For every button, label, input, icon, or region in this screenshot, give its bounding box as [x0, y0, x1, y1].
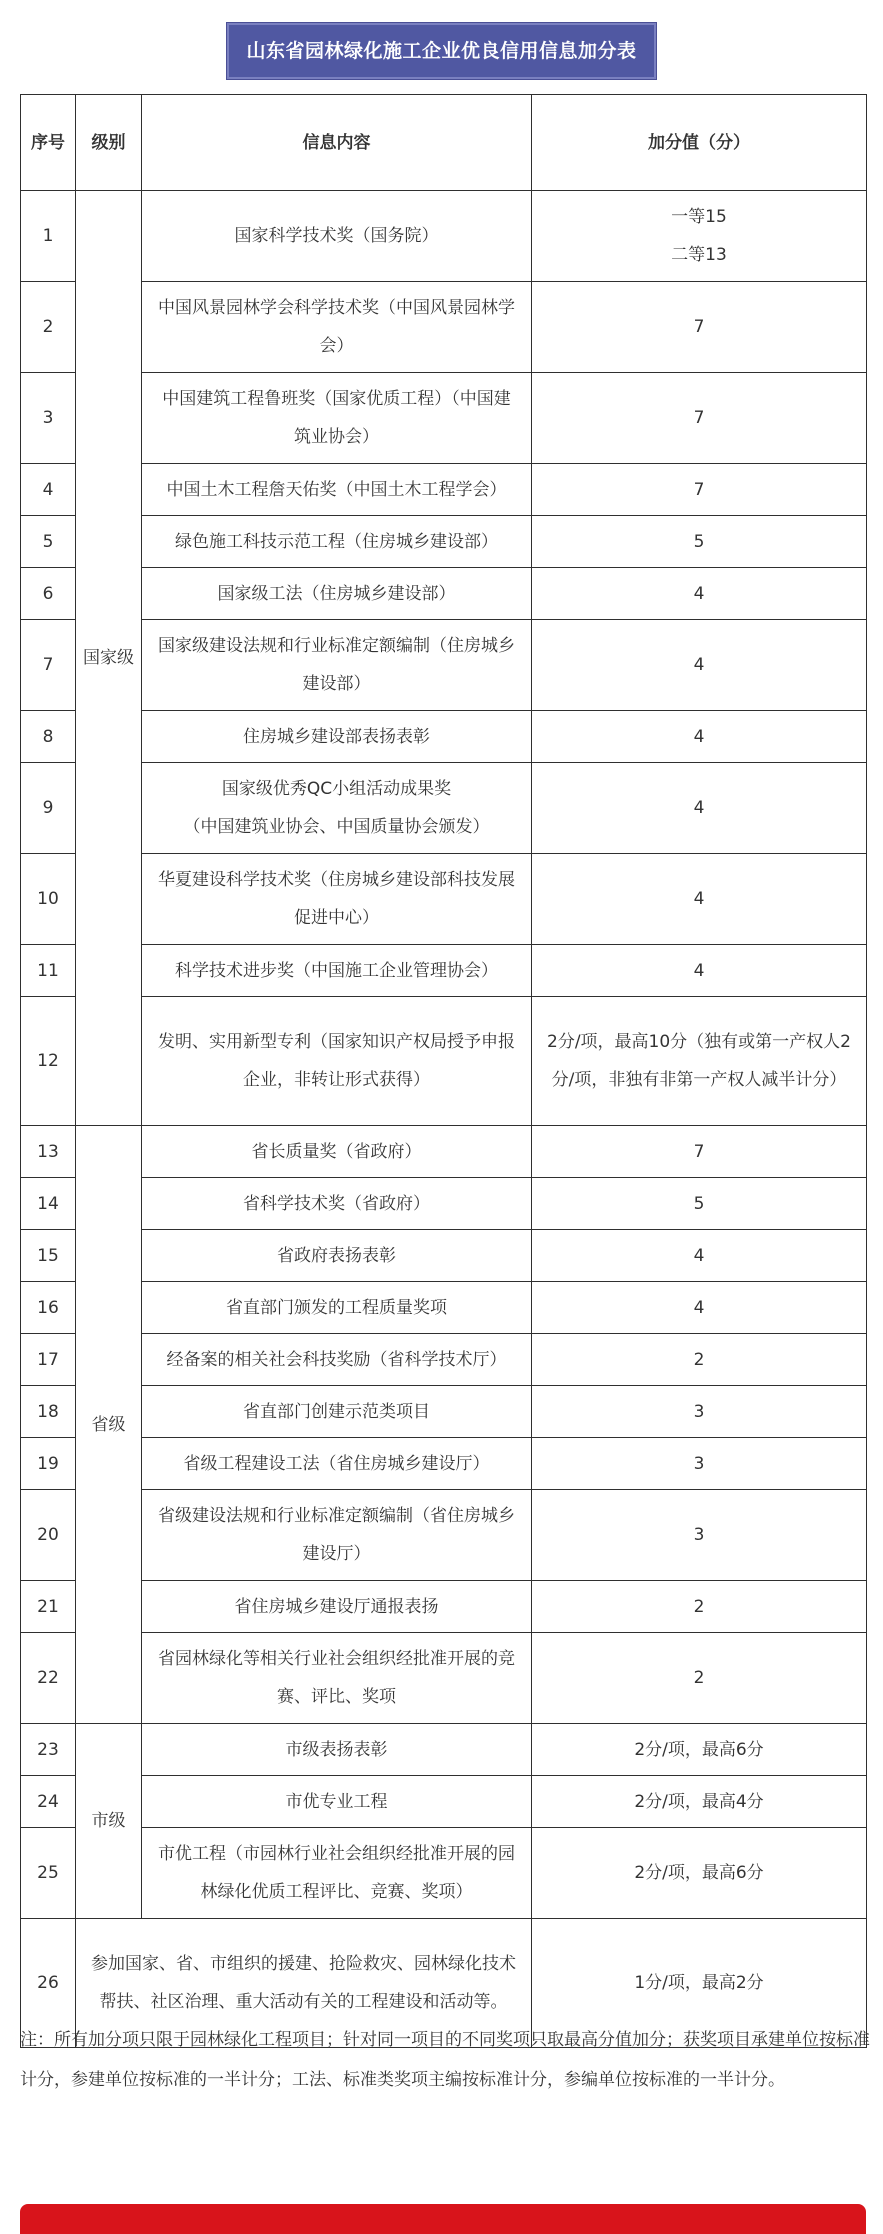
- score-cell: 2分/项，最高10分（独有或第一产权人2分/项，非独有非第一产权人减半计分）: [532, 997, 867, 1126]
- score-cell: 4: [532, 620, 867, 711]
- table-row: [21, 711, 867, 763]
- header-level: 级别: [76, 95, 142, 191]
- content-cell: 省政府表扬表彰: [142, 1230, 532, 1282]
- content-cell: 省级工程建设工法（省住房城乡建设厅）: [142, 1438, 532, 1490]
- score-cell: 4: [532, 1230, 867, 1282]
- score-cell: 4: [532, 763, 867, 854]
- title-wrap: [0, 22, 883, 80]
- score-cell: 4: [532, 1282, 867, 1334]
- content-cell: 省直部门创建示范类项目: [142, 1386, 532, 1438]
- row-number: 15: [21, 1230, 76, 1282]
- content-cell: 国家级建设法规和行业标准定额编制（住房城乡建设部）: [142, 620, 532, 711]
- table-row: [21, 373, 867, 464]
- row-number: 7: [21, 620, 76, 711]
- content-cell: 省住房城乡建设厅通报表扬: [142, 1581, 532, 1633]
- table-row: [21, 191, 867, 282]
- row-number: 26: [21, 1919, 76, 2048]
- score-cell: 2分/项，最高6分: [532, 1828, 867, 1919]
- content-cell: 市优专业工程: [142, 1776, 532, 1828]
- score-cell: 7: [532, 373, 867, 464]
- score-cell: 3: [532, 1490, 867, 1581]
- table-row: [21, 854, 867, 945]
- content-cell: 国家级优秀QC小组活动成果奖 （中国建筑业协会、中国质量协会颁发）: [142, 763, 532, 854]
- score-cell: 5: [532, 516, 867, 568]
- table-row: [21, 1633, 867, 1724]
- header-score: 加分值（分）: [532, 95, 867, 191]
- content-cell: 发明、实用新型专利（国家知识产权局授予申报企业，非转让形式获得）: [142, 997, 532, 1126]
- level-cell: 省级: [76, 1126, 142, 1724]
- table-row: [21, 1828, 867, 1919]
- score-cell: 4: [532, 945, 867, 997]
- score-cell: 一等15 二等13: [532, 191, 867, 282]
- table-row: [21, 464, 867, 516]
- table-row: [21, 568, 867, 620]
- score-cell: 5: [532, 1178, 867, 1230]
- table-row: [21, 620, 867, 711]
- table-body: [21, 191, 867, 2048]
- table-row: [21, 1178, 867, 1230]
- content-cell: 省长质量奖（省政府）: [142, 1126, 532, 1178]
- table-row: [21, 945, 867, 997]
- content-cell: 中国风景园林学会科学技术奖（中国风景园林学会）: [142, 282, 532, 373]
- table-row: [21, 1282, 867, 1334]
- content-cell: 参加国家、省、市组织的援建、抢险救灾、园林绿化技术帮扶、社区治理、重大活动有关的工程建设和活动等。: [76, 1919, 532, 2048]
- table-row: [21, 282, 867, 373]
- row-number: 23: [21, 1724, 76, 1776]
- row-number: 20: [21, 1490, 76, 1581]
- table-row: [21, 1490, 867, 1581]
- score-cell: 7: [532, 1126, 867, 1178]
- row-number: 21: [21, 1581, 76, 1633]
- level-cell: 国家级: [76, 191, 142, 1126]
- page-title: 山东省园林绿化施工企业优良信用信息加分表: [226, 22, 656, 80]
- content-cell: 经备案的相关社会科技奖励（省科学技术厅）: [142, 1334, 532, 1386]
- content-cell: 科学技术进步奖（中国施工企业管理协会）: [142, 945, 532, 997]
- row-number: 19: [21, 1438, 76, 1490]
- row-number: 1: [21, 191, 76, 282]
- header-content: 信息内容: [142, 95, 532, 191]
- table-row: [21, 1334, 867, 1386]
- row-number: 17: [21, 1334, 76, 1386]
- table-row: [21, 1776, 867, 1828]
- score-cell: 2: [532, 1633, 867, 1724]
- score-cell: 1分/项，最高2分: [532, 1919, 867, 2048]
- score-cell: 7: [532, 464, 867, 516]
- row-number: 22: [21, 1633, 76, 1724]
- content-cell: 国家级工法（住房城乡建设部）: [142, 568, 532, 620]
- table-header-row: [21, 95, 867, 191]
- score-table: [20, 94, 867, 2048]
- content-cell: 绿色施工科技示范工程（住房城乡建设部）: [142, 516, 532, 568]
- table-row: [21, 1126, 867, 1178]
- row-number: 5: [21, 516, 76, 568]
- table-row: [21, 997, 867, 1126]
- content-cell: 市优工程（市园林行业社会组织经批准开展的园林绿化优质工程评比、竞赛、奖项）: [142, 1828, 532, 1919]
- table-row: [21, 763, 867, 854]
- row-number: 11: [21, 945, 76, 997]
- score-cell: 3: [532, 1386, 867, 1438]
- content-cell: 中国土木工程詹天佑奖（中国土木工程学会）: [142, 464, 532, 516]
- content-cell: 省园林绿化等相关行业社会组织经批准开展的竞赛、评比、奖项: [142, 1633, 532, 1724]
- table-row: [21, 1386, 867, 1438]
- row-number: 10: [21, 854, 76, 945]
- content-cell: 国家科学技术奖（国务院）: [142, 191, 532, 282]
- row-number: 13: [21, 1126, 76, 1178]
- score-cell: 2: [532, 1334, 867, 1386]
- footer-banner: [20, 2204, 866, 2234]
- content-cell: 中国建筑工程鲁班奖（国家优质工程）（中国建筑业协会）: [142, 373, 532, 464]
- row-number: 9: [21, 763, 76, 854]
- content-cell: 市级表扬表彰: [142, 1724, 532, 1776]
- score-cell: 2: [532, 1581, 867, 1633]
- table-row: [21, 516, 867, 568]
- row-number: 3: [21, 373, 76, 464]
- table-row: [21, 1438, 867, 1490]
- score-cell: 2分/项，最高6分: [532, 1724, 867, 1776]
- footnote: 注：所有加分项只限于园林绿化工程项目；针对同一项目的不同奖项只取最高分值加分；获奖项目承建单位按标准计分，参建单位按标准的一半计分；工法、标准类奖项主编按标准计分，参编单位按标准的一半计分。: [20, 2030, 870, 2090]
- level-cell: 市级: [76, 1724, 142, 1919]
- row-number: 2: [21, 282, 76, 373]
- content-cell: 省级建设法规和行业标准定额编制（省住房城乡建设厅）: [142, 1490, 532, 1581]
- content-cell: 省科学技术奖（省政府）: [142, 1178, 532, 1230]
- row-number: 14: [21, 1178, 76, 1230]
- table-row: [21, 1724, 867, 1776]
- row-number: 6: [21, 568, 76, 620]
- row-number: 4: [21, 464, 76, 516]
- row-number: 25: [21, 1828, 76, 1919]
- score-cell: 2分/项，最高4分: [532, 1776, 867, 1828]
- row-number: 8: [21, 711, 76, 763]
- header-seq: 序号: [21, 95, 76, 191]
- content-cell: 华夏建设科学技术奖（住房城乡建设部科技发展促进中心）: [142, 854, 532, 945]
- score-cell: 4: [532, 568, 867, 620]
- content-cell: 住房城乡建设部表扬表彰: [142, 711, 532, 763]
- score-cell: 7: [532, 282, 867, 373]
- table-row: [21, 1581, 867, 1633]
- row-number: 24: [21, 1776, 76, 1828]
- score-cell: 3: [532, 1438, 867, 1490]
- score-cell: 4: [532, 854, 867, 945]
- table-row: [21, 1230, 867, 1282]
- row-number: 16: [21, 1282, 76, 1334]
- score-cell: 4: [532, 711, 867, 763]
- row-number: 18: [21, 1386, 76, 1438]
- row-number: 12: [21, 997, 76, 1126]
- content-cell: 省直部门颁发的工程质量奖项: [142, 1282, 532, 1334]
